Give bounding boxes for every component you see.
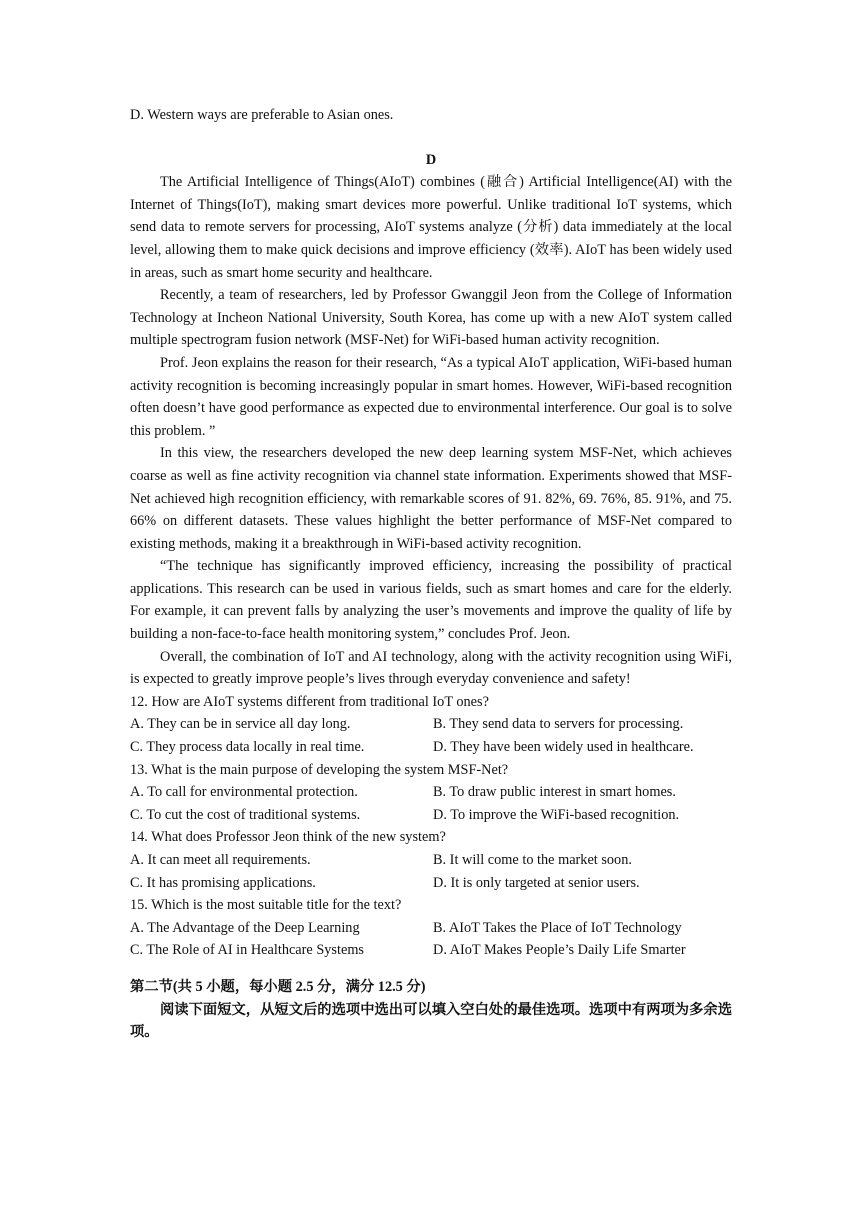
option-d: D. To improve the WiFi-based recognition. xyxy=(433,806,680,823)
exam-page xyxy=(130,104,732,1044)
question-stem: 12. How are AIoT systems different from traditional IoT ones? xyxy=(130,693,489,710)
passage-paragraph-3: Prof. Jeon explains the reason for their research, “As a typical AIoT application, WiFi-based human activity recognition is becoming increasingly popular in smart homes. However, WiFi-based recognition often doesn’t have good performance as expected due to environmental interference. Our goal is to solve this problem. ” xyxy=(130,354,732,439)
option-row xyxy=(130,713,732,736)
passage-paragraph-5: “The technique has significantly improved efficiency, increasing the possibility of practical applications. This research can be used in various fields, such as smart homes and care for the elderly. For example, it can prevent falls by analyzing the user’s movements and improve the quality of life by building a non-face-to-face health monitoring system,” concludes Prof. Jeon. xyxy=(130,558,732,643)
section-instruction: 阅读下面短文，从短文后的选项中选出可以填入空白处的最佳选项。选项中有两项为多余选项。 xyxy=(130,1001,732,1041)
question-14 xyxy=(130,826,732,894)
question-stem: 15. Which is the most suitable title for the text? xyxy=(130,897,402,914)
question-12 xyxy=(130,691,732,759)
option-a: A. To call for environmental protection. xyxy=(130,784,358,801)
option-d: D. AIoT Makes People’s Daily Life Smarter xyxy=(433,942,686,959)
question-15 xyxy=(130,894,732,962)
option-c: C. It has promising applications. xyxy=(130,874,316,891)
previous-question-option-d: D. Western ways are preferable to Asian ones. xyxy=(130,107,394,123)
passage-body xyxy=(130,171,732,691)
option-c: C. They process data locally in real time. xyxy=(130,739,365,756)
option-b: B. It will come to the market soon. xyxy=(433,852,632,868)
option-d: D. It is only targeted at senior users. xyxy=(433,874,640,891)
option-b: B. They send data to servers for processing. xyxy=(433,716,684,733)
option-row xyxy=(130,939,732,962)
option-row xyxy=(130,781,732,804)
option-c: C. The Role of AI in Healthcare Systems xyxy=(130,942,364,959)
passage-paragraph-2: Recently, a team of researchers, led by Professor Gwanggil Jeon from the College of Information Technology at Incheon National University, South Korea, has come up with a new AIoT system called multiple spectrogram fusion network (MSF-Net) for WiFi-based human activity recognition. xyxy=(130,287,732,349)
question-13 xyxy=(130,759,732,827)
passage-heading: D xyxy=(425,151,437,168)
option-c: C. To cut the cost of traditional systems. xyxy=(130,806,361,823)
option-a: A. The Advantage of the Deep Learning xyxy=(130,919,360,936)
option-row xyxy=(130,804,732,827)
option-row xyxy=(130,917,732,940)
passage-paragraph-6: Overall, the combination of IoT and AI technology, along with the activity recognition using WiFi, is expected to greatly improve people’s lives through everyday convenience and safety! xyxy=(130,648,732,688)
option-b: B. AIoT Takes the Place of IoT Technology xyxy=(433,919,682,936)
question-stem: 14. What does Professor Jeon think of the new system? xyxy=(130,829,446,846)
option-row xyxy=(130,872,732,895)
option-row xyxy=(130,736,732,759)
option-a: A. They can be in service all day long. xyxy=(130,716,351,733)
section-title: 第二节(共 5 小题，每小题 2.5 分，满分 12.5 分) xyxy=(130,978,426,995)
option-d: D. They have been widely used in healthcare. xyxy=(433,739,694,756)
option-a: A. It can meet all requirements. xyxy=(130,852,311,868)
question-stem: 13. What is the main purpose of developing the system MSF-Net? xyxy=(130,761,509,778)
option-row xyxy=(130,849,732,872)
option-b: B. To draw public interest in smart homes. xyxy=(433,784,676,801)
passage-paragraph-1: The Artificial Intelligence of Things(AIoT) combines (融合) Artificial Intelligence(AI) with the Internet of Things(IoT), making smart devices more powerful. Unlike traditional IoT systems, which send data to remote servers for processing, AIoT systems analyze (分析) data immediately at the local level, allowing them to make quick decisions and improve efficiency (效率). AIoT has been widely used in areas, such as smart home security and healthcare. xyxy=(130,174,732,281)
passage-paragraph-4: In this view, the researchers developed the new deep learning system MSF-Net, which achieves coarse as well as fine activity recognition via channel state information. Experiments showed that MSF-Net achieved high recognition efficiency, with remarkable scores of 91. 82%, 69. 76%, 85. 91%, and 75. 66% on different datasets. These values highlight the better performance of MSF-Net compared to existing methods, making it a breakthrough in WiFi-based activity recognition. xyxy=(130,445,732,552)
